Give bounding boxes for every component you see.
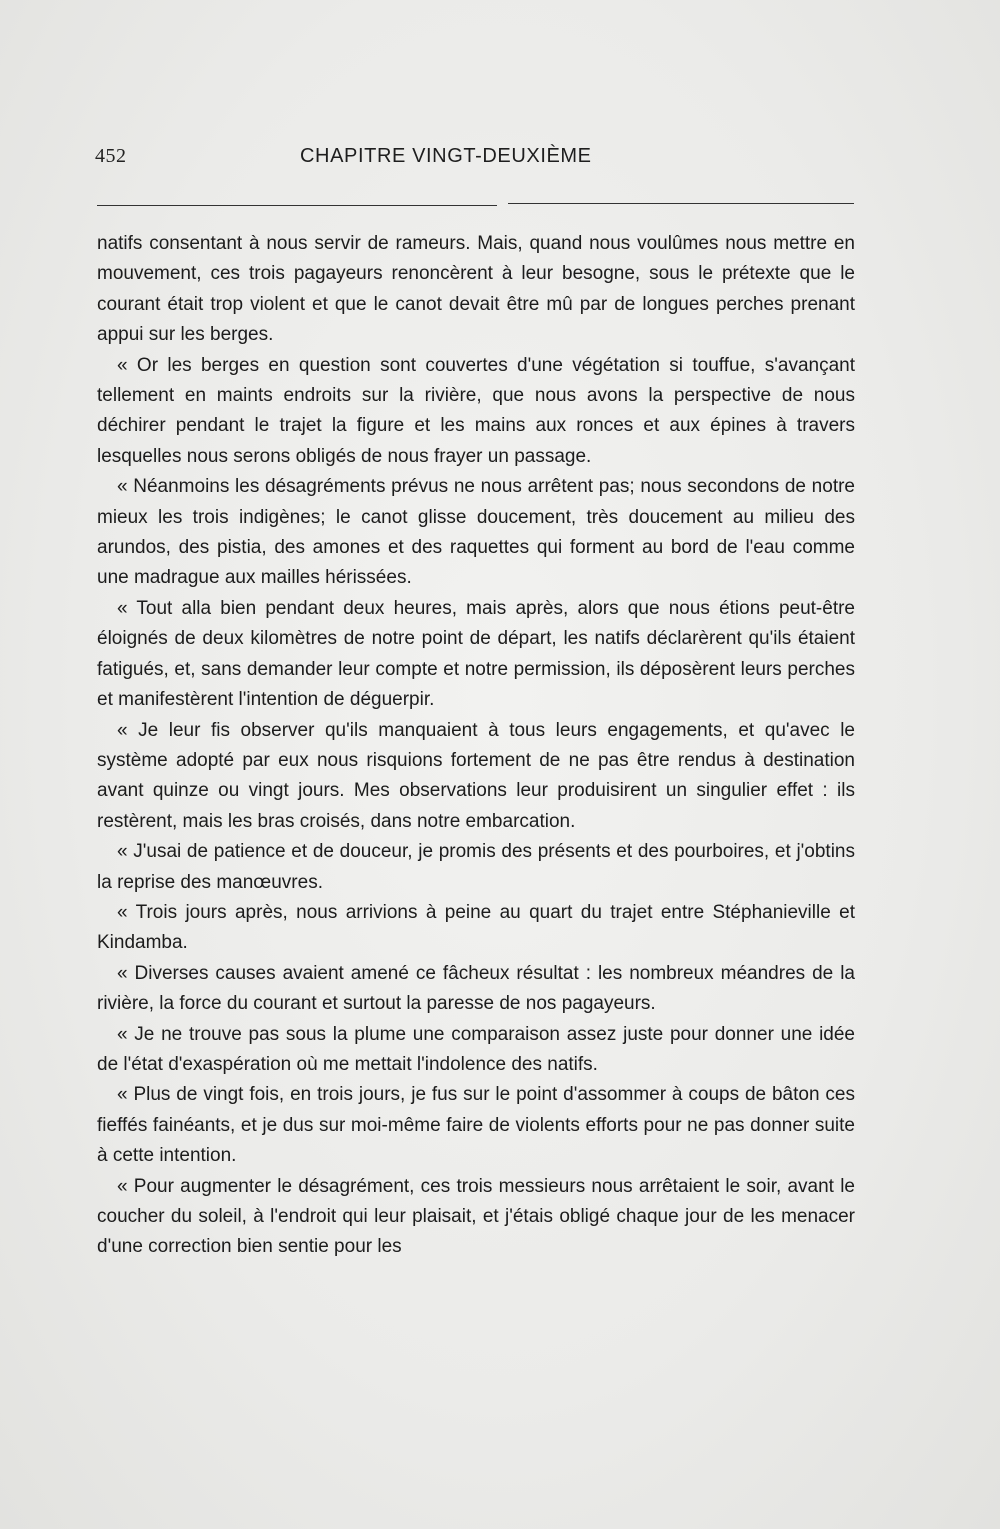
- header-rule-left: [97, 205, 497, 206]
- paragraph: « Pour augmenter le désagrément, ces trois messieurs nous arrêtaient le soir, avant le coucher du soleil, à l'endroit qui leur plaisait, et j'étais obligé chaque jour de les menacer d'une correction bien sentie pour les: [97, 1175, 855, 1258]
- paragraph: « Trois jours après, nous arrivions à peine au quart du trajet entre Stéphanieville et Kindamba.: [97, 901, 855, 954]
- paragraph: « Je leur fis observer qu'ils manquaient à tous leurs engagements, et qu'avec le système adopté par eux nous risquions fortement de ne pas être rendus à destination avant quinze ou vingt jours. Mes observations leur produisirent un singulier effet : ils restèrent, mais les bras croisés, dans notre embarcation.: [97, 719, 855, 832]
- body-text: [97, 229, 855, 1263]
- chapter-title: CHAPITRE VINGT-DEUXIÈME: [300, 145, 592, 167]
- paragraph: « Diverses causes avaient amené ce fâcheux résultat : les nombreux méandres de la rivière, la force du courant et surtout la paresse de nos pagayeurs.: [97, 962, 855, 1015]
- paragraph: « Plus de vingt fois, en trois jours, je fus sur le point d'assommer à coups de bâton ces fieffés fainéants, et je dus sur moi-même faire de violents efforts pour ne pas donner suite à cette intention.: [97, 1084, 855, 1167]
- paragraph: « Je ne trouve pas sous la plume une comparaison assez juste pour donner une idée de l'état d'exaspération où me mettait l'indolence des natifs.: [97, 1023, 855, 1075]
- paragraph: « Tout alla bien pendant deux heures, mais après, alors que nous étions peut-être éloignés de deux kilomètres de notre point de départ, les natifs déclarèrent qu'ils étaient fatigués, et, sans demander leur compte et notre permission, ils déposèrent leurs perches et manifestèrent l'intention de déguerpir.: [97, 597, 855, 711]
- page-number: 452: [95, 145, 127, 167]
- page-header: [95, 143, 855, 173]
- paragraph: « J'usai de patience et de douceur, je promis des présents et des pourboires, et j'obtins la reprise des manœuvres.: [97, 841, 855, 893]
- paragraph: « Or les berges en question sont couvertes d'une végétation si touffue, s'avançant tellement en maints endroits sur la rivière, que nous avons la perspective de nous déchirer pendant le trajet la figure et les mains aux ronces et aux épines à travers lesquelles nous serons obligés de nous frayer un passage.: [97, 354, 855, 467]
- paragraph: natifs consentant à nous servir de rameurs. Mais, quand nous voulûmes nous mettre en mouvement, ces trois pagayeurs renoncèrent à leur besogne, sous le prétexte que le courant était trop violent et que le canot devait être mû par de longues perches prenant appui sur les berges.: [97, 233, 855, 346]
- header-rule-right: [508, 203, 854, 204]
- paragraph: « Néanmoins les désagréments prévus ne nous arrêtent pas; nous secondons de notre mieux les trois indigènes; le canot glisse doucement, très doucement au milieu des arundos, des pistia, des amones et des raquettes qui forment au bord de l'eau comme une madrague aux mailles hérissées.: [97, 476, 855, 589]
